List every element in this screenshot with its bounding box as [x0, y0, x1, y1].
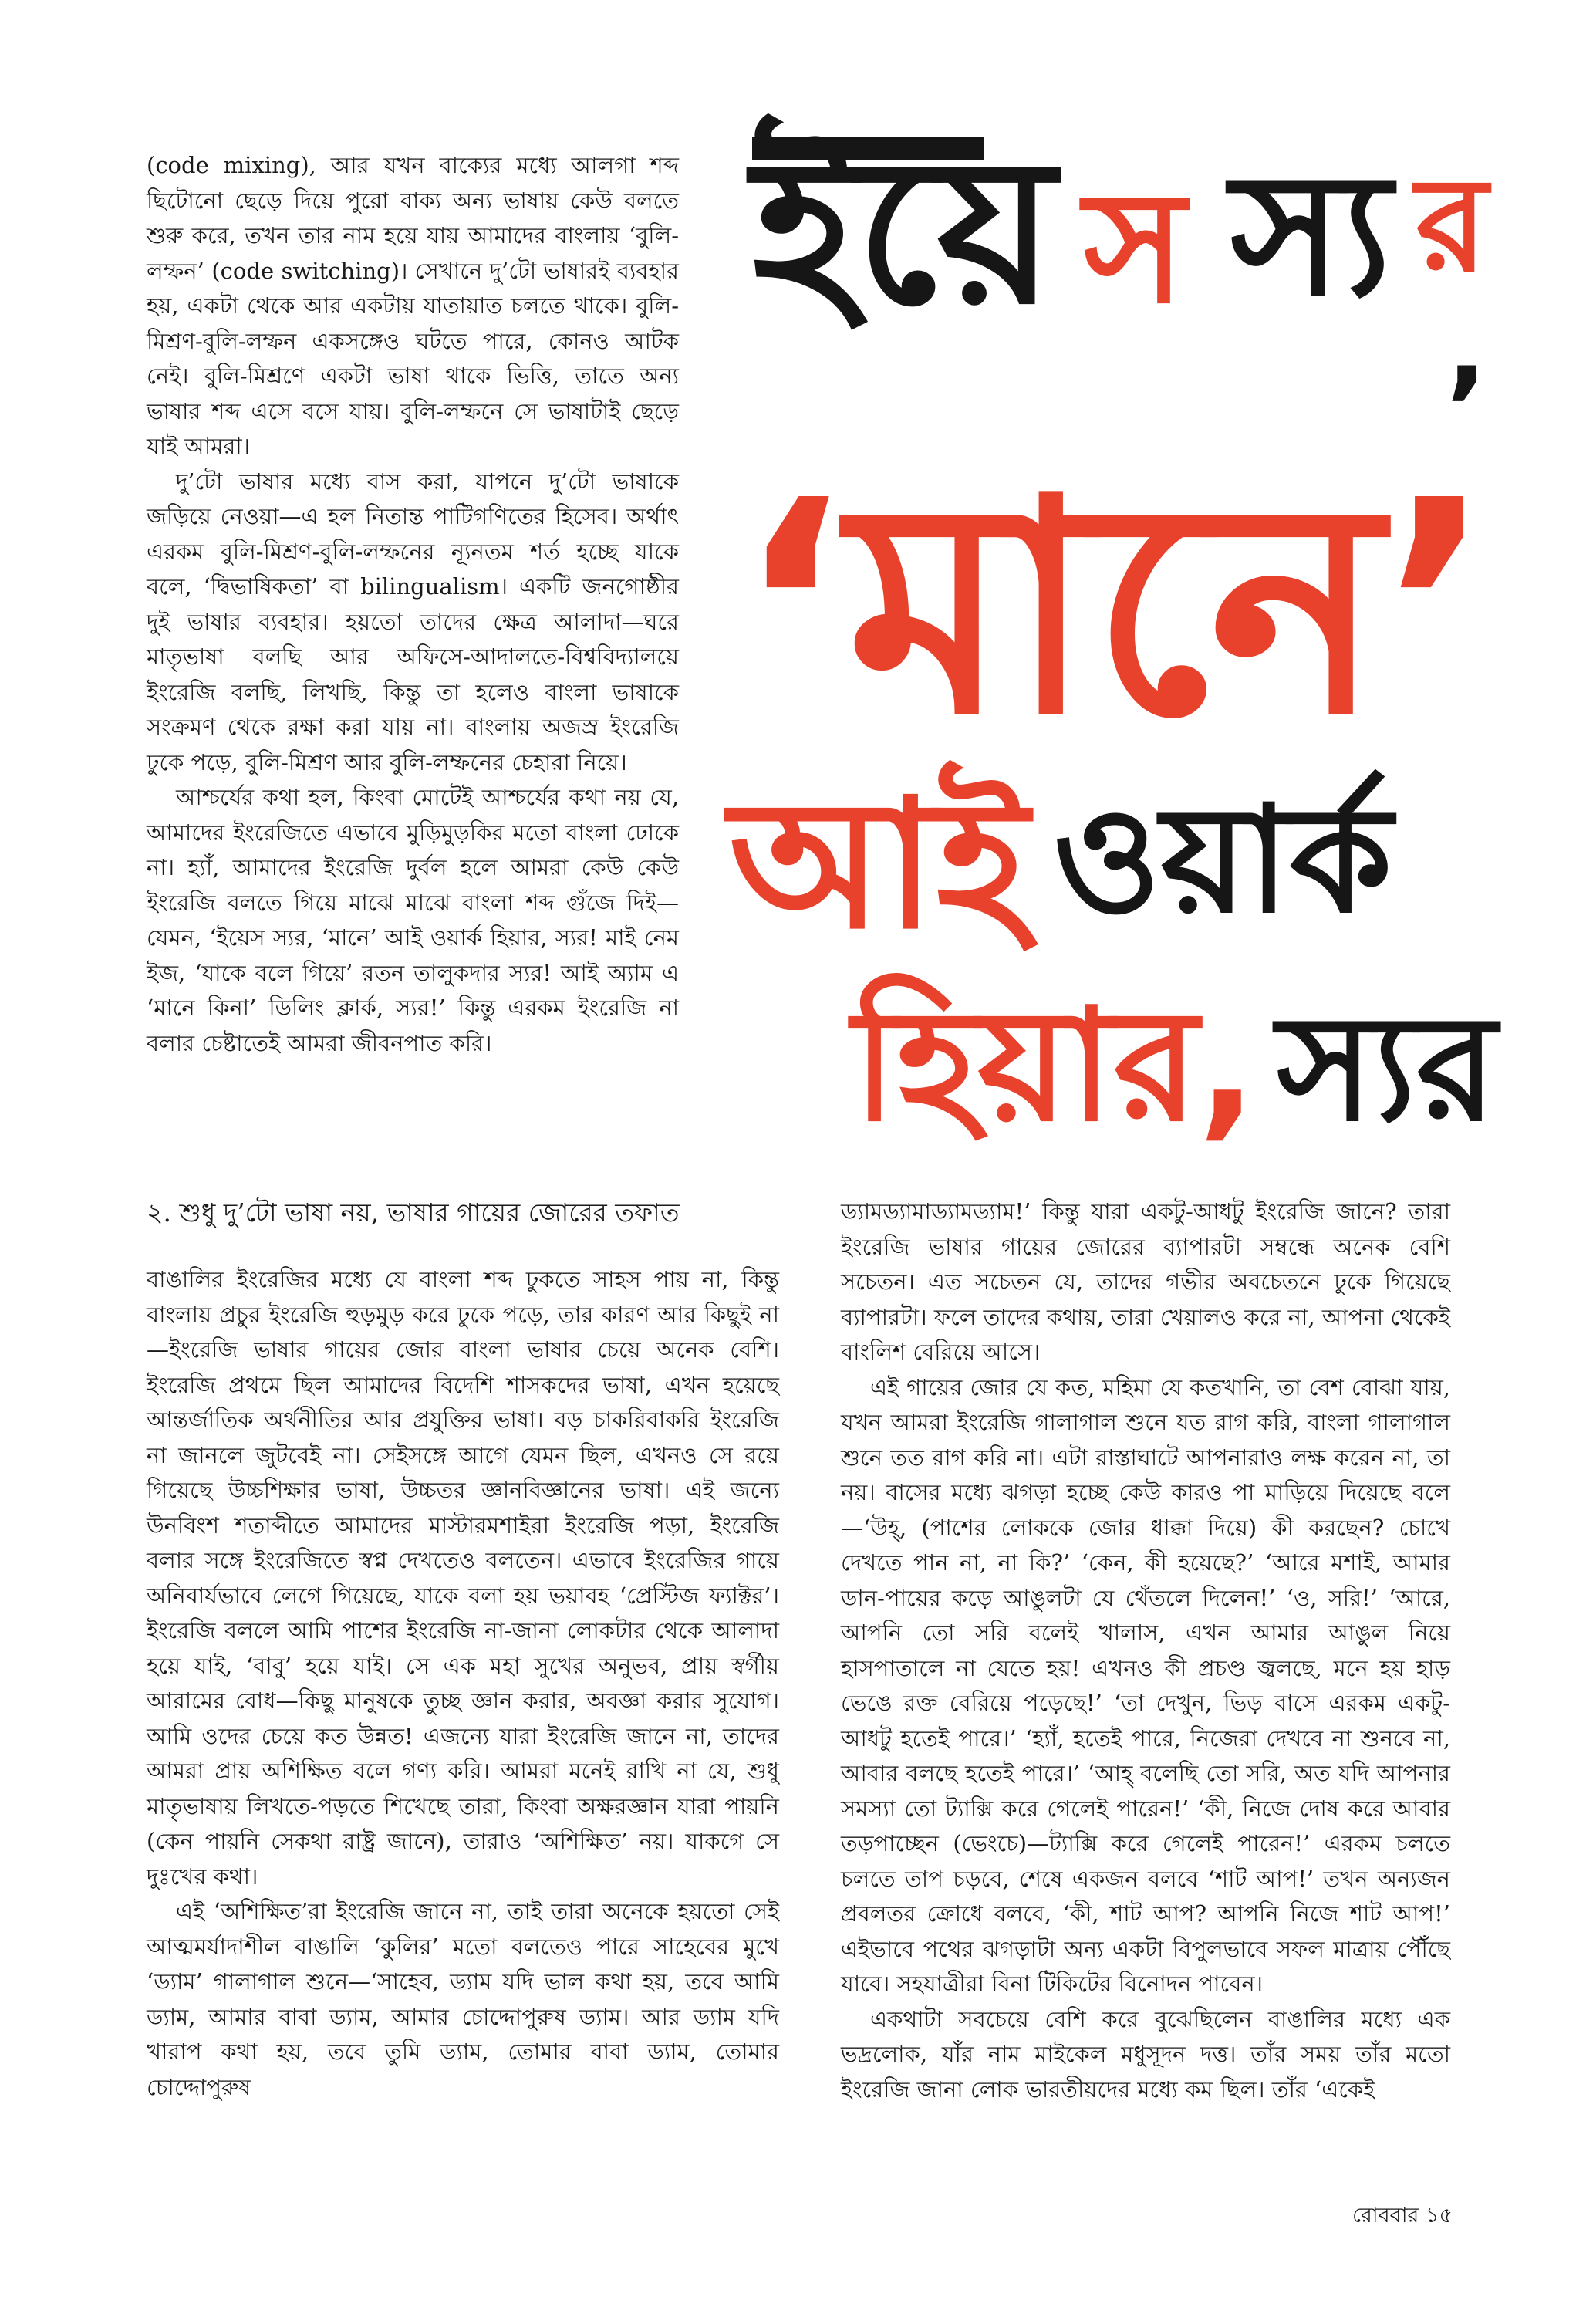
top-text-column: [147, 148, 679, 1061]
title-letter-sya: স্য: [1230, 136, 1392, 333]
paragraph: এই ‘অশিক্ষিত’রা ইংরেজি জানে না, তাই তারা অনেকে হয়তো সেই আত্মমর্যাদাশীল বাঙালি ‘কুলির’ মতো বলতেও পারে সাহেবের মুখে ‘ড্যাম’ গালাগাল শুনে—‘সাহেব, ড্যাম যদি ভাল কথা হয়, তবে আমি ড্যাম, আমার বাবা ড্যাম, আমার চোদ্দোপুরুষ ড্যাম। আর ড্যাম যদি খারাপ কথা হয়, তবে তুমি ড্যাম, তোমার বাবা ড্যাম, তোমার চোদ্দোপুরুষ: [147, 1898, 779, 2100]
title-letter-ra: র: [1416, 149, 1488, 302]
title-artwork-svg: [721, 93, 1535, 1173]
title-word-ai: আই: [729, 762, 1028, 968]
title-word-mane: ‘মানে’: [737, 437, 1493, 779]
paragraph: এই গায়ের জোর যে কত, মহিমা যে কতখানি, তা বেশ বোঝা যায়, যখন আমরা ইংরেজি গালাগাল শুনে যত রাগ করি, বাংলা গালাগাল শুনে তত রাগ করি না। এটা রাস্তাঘাটে আপনারাও লক্ষ করেন না, তা নয়। বাসের মধ্যে ঝগড়া হচ্ছে কেউ কারও পা মাড়িয়ে দিয়েছে বলে—‘উহ্, (পাশের লোককে জোর ধাক্কা দিয়ে) কী করছেন? চোখে দেখতে পান না, না কি?’ ‘কেন, কী হয়েছে?’ ‘আরে মশাই, আমার ডান-পায়ের কড়ে আঙুলটা যে থেঁতলে দিলেন!’ ‘ও, সরি!’ ‘আরে, আপনি তো সরি বলেই খালাস, এখন আমার আঙুল নিয়ে হাসপাতালে না যেতে হয়! এখনও কী প্রচণ্ড জ্বলছে, মনে হয় হাড় ভেঙে রক্ত বেরিয়ে পড়েছে!’ ‘তা দেখুন, ভিড় বাসে এরকম একটু-আধটু হতেই পারে।’ ‘হ্যাঁ, হতেই পারে, নিজেরা দেখবে না শুনবে না, আবার বলছে হতেই পারে।’ ‘আহ্ বলেছি তো সরি, অত যদি আপনার সমস্যা তো ট্যাক্সি করে গেলেই পারেন!’ ‘কী, নিজে দোষ করে আবার তড়পাচ্ছেন (ভেংচে)—ট্যাক্সি করে গেলেই পারেন!’ এরকম চলতে চলতে তাপ চড়বে, শেষে একজন বলবে ‘শাট আপ!’ তখন অন্যজন প্রবলতর ক্রোধে বলবে, ‘কী, শাট আপ? আপনি নিজে শাট আপ!’ এইভাবে পথের ঝগড়াটা অন্য একটা বিপুলভাবে সফল মাত্রায় পৌঁছে যাবে। সহযাত্রীরা বিনা টিকিটের বিনোদন পাবেন।: [841, 1373, 1450, 1997]
paragraph: আশ্চর্যের কথা হল, কিংবা মোটেই আশ্চর্যের কথা নয় যে, আমাদের ইংরেজিতে এভাবে মুড়িমুড়কির মতো বাংলা ঢোকে না। হ্যাঁ, আমাদের ইংরেজি দুর্বল হলে আমরা কেউ কেউ ইংরেজি বলতে গিয়ে মাঝে মাঝে বাংলা শব্দ গুঁজে দিই—যেমন, ‘ইয়েস স্যর, ‘মানে’ আই ওয়ার্ক হিয়ার, স্যর! মাই নেম ইজ, ‘যাকে বলে গিয়ে’ রতন তালুকদার স্যর! আই অ্যাম এ ‘মানে কিনা’ ডিলিং ক্লার্ক, স্যর!’ কিন্তু এরকম ইংরেজি না বলার চেষ্টাতেই আমরা জীবনপাত করি।: [147, 784, 679, 1056]
paragraph: দু’টো ভাষার মধ্যে বাস করা, যাপনে দু’টো ভাষাকে জড়িয়ে নেওয়া—এ হল নিতান্ত পাটিগণিতের হিসেব। অর্থাৎ এরকম বুলি-মিশ্রণ-বুলি-লম্ফনের ন্যূনতম শর্ত হচ্ছে যাকে বলে, ‘দ্বিভাষিকতা’ বা bilingualism। একটি জনগোষ্ঠীর দুই ভাষার ব্যবহার। হয়তো তাদের ক্ষেত্র আলাদা—ঘরে মাতৃভাষা বলছি আর অফিসে-আদালতে-বিশ্ববিদ্যালয়ে ইংরেজি বলছি, লিখছি, কিন্তু তা হলেও বাংলা ভাষাকে সংক্রমণ থেকে রক্ষা করা যায় না। বাংলায় অজস্র ইংরেজি ঢুকে পড়ে, বুলি-মিশ্রণ আর বুলি-লম্ফনের চেহারা নিয়ে।: [147, 468, 679, 775]
left-text-column: [147, 1262, 779, 2105]
right-text-column: [841, 1194, 1450, 2107]
page-folio: রোববার ১৫: [1352, 2204, 1453, 2228]
title-artwork: [721, 93, 1535, 1173]
section-heading: ২. শুধু দু’টো ভাষা নয়, ভাষার গায়ের জোরের তফাত: [147, 1197, 680, 1228]
paragraph: বাঙালির ইংরেজির মধ্যে যে বাংলা শব্দ ঢুকতে সাহস পায় না, কিন্তু বাংলায় প্রচুর ইংরেজি হুড়মুড় করে ঢুকে পড়ে, তার কারণ আর কিছুই না—ইংরেজি ভাষার গায়ের জোর বাংলা ভাষার চেয়ে অনেক বেশি। ইংরেজি প্রথমে ছিল আমাদের বিদেশি শাসকদের ভাষা, এখন হয়েছে আন্তর্জাতিক অর্থনীতির আর প্রযুক্তির ভাষা। বড় চাকরিবাকরি ইংরেজি না জানলে জুটবেই না। সেইসঙ্গে আগে যেমন ছিল, এখনও সে রয়ে গিয়েছে উচ্চশিক্ষার ভাষা, উচ্চতর জ্ঞানবিজ্ঞানের ভাষা। এই জন্যে উনবিংশ শতাব্দীতে আমাদের মাস্টারমশাইরা ইংরেজি পড়া, ইংরেজি বলার সঙ্গে ইংরেজিতে স্বপ্ন দেখতেও বলতেন। এভাবে ইংরেজির গায়ে অনিবার্যভাবে লেগে গিয়েছে, যাকে বলা হয় ভয়াবহ ‘প্রেস্টিজ ফ্যাক্টর’। ইংরেজি বললে আমি পাশের ইংরেজি না-জানা লোকটার থেকে আলাদা হয়ে যাই, ‘বাবু’ হয়ে যাই। সে এক মহা সুখের অনুভব, প্রায় স্বর্গীয় আরামের বোধ—কিছু মানুষকে তুচ্ছ জ্ঞান করার, অবজ্ঞা করার সুযোগ। আমি ওদের চেয়ে কত উন্নত! এজন্যে যারা ইংরেজি জানে না, তাদের আমরা প্রায় অশিক্ষিত বলে গণ্য করি। আমরা মনেই রাখি না যে, শুধু মাতৃভাষায় লিখতে-পড়তে শিখেছে তারা, কিংবা অক্ষরজ্ঞান যারা পায়নি (কেন পায়নি সেকথা রাষ্ট্র জানে), তারাও ‘অশিক্ষিত’ নয়। যাকগে সে দুঃখের কথা।: [147, 1266, 779, 1890]
title-word-iye: ইয়ে: [752, 116, 1055, 349]
title-word-work: ওয়ার্ক: [1053, 775, 1392, 945]
paragraph: একথাটা সবচেয়ে বেশি করে বুঝেছিলেন বাঙালির মধ্যে এক ভদ্রলোক, যাঁর নাম মাইকেল মধুসূদন দত্ত। তাঁর সময় তাঁর মতো ইংরেজি জানা লোক ভারতীয়দের মধ্যে কম ছিল। তাঁর ‘একেই: [841, 2005, 1450, 2103]
title-word-here: হিয়ার,: [852, 976, 1257, 1156]
paragraph: ড্যামড্যামাড্যামড্যাম!’ কিন্তু যারা একটু-আধটু ইংরেজি জানে? তারা ইংরেজি ভাষার গায়ের জোরের ব্যাপারটা সম্বন্ধে অনেক বেশি সচেতন। এত সচেতন যে, তাদের গভীর অবচেতনে ঢুকে গিয়েছে ব্যাপারটা। ফলে তাদের কথায়, তারা খেয়ালও করে না, আপনা থেকেই বাংলিশ বেরিয়ে আসে।: [841, 1198, 1450, 1365]
title-comma: ,: [1446, 286, 1488, 412]
title-letter-sa: স: [1084, 158, 1186, 338]
title-word-sir: স্যর: [1277, 983, 1497, 1154]
paragraph: (code mixing), আর যখন বাক্যের মধ্যে আলগা শব্দ ছিটোনো ছেড়ে দিয়ে পুরো বাক্য অন্য ভাষায় কেউ বলতে শুরু করে, তখন তার নাম হয়ে যায় আমাদের বাংলায় ‘বুলি-লম্ফন’ (code switching)। সেখানে দু’টো ভাষারই ব্যবহার হয়, একটা থেকে আর একটায় যাতায়াত চলতে থাকে। বুলি-মিশ্রণ-বুলি-লম্ফন একসঙ্গেও ঘটতে পারে, কোনও আটক নেই। বুলি-মিশ্রণে একটা ভাষা থাকে ভিত্তি, তাতে অন্য ভাষার শব্দ এসে বসে যায়। বুলি-লম্ফনে সে ভাষাটাই ছেড়ে যাই আমরা।: [147, 152, 679, 459]
